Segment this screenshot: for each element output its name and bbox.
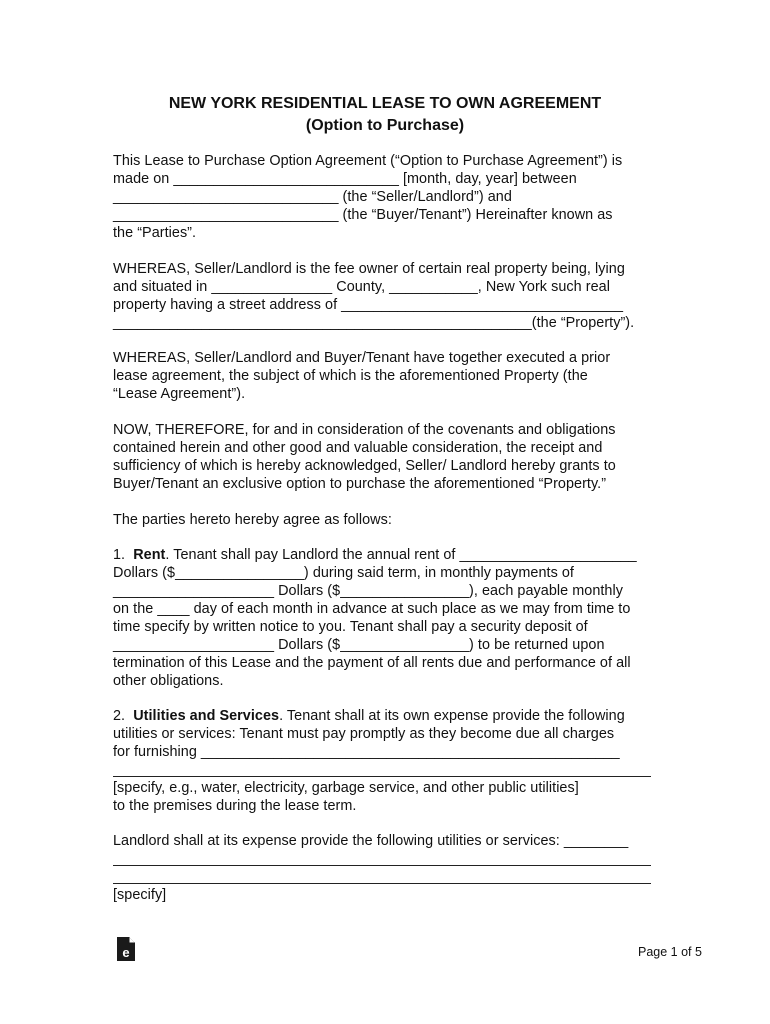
intro-line: ____________________________ (the “Buyer/Tenant”) Hereinafter known as (113, 207, 613, 223)
whereas2-line: lease agreement, the subject of which is the aforementioned Property (the (113, 368, 588, 384)
agree-line: The parties hereto hereby agree as follows: (113, 512, 392, 528)
rent-first-line-rest: . Tenant shall pay Landlord the annual rent of ______________________ (165, 547, 637, 563)
utilities-line: utilities or services: Tenant must pay promptly as they become due all charges (113, 726, 615, 742)
rent-line: ____________________ Dollars ($________________) to be returned upon (113, 637, 605, 653)
blank-rule (113, 865, 651, 866)
whereas1-line: ____________________________________________________(the “Property”). (113, 315, 635, 331)
rent-line: time specify by written notice to you. Tenant shall pay a security deposit of (113, 619, 588, 635)
eforms-logo-icon (115, 936, 137, 962)
whereas2-line: WHEREAS, Seller/Landlord and Buyer/Tenant have together executed a prior (113, 350, 611, 366)
now-therefore-line: Buyer/Tenant an exclusive option to purchase the aforementioned “Property.” (113, 476, 607, 492)
utilities-heading: Utilities and Services (133, 708, 280, 724)
intro-line: ____________________________ (the “Seller/Landlord”) and (113, 189, 512, 205)
utilities-line: [specify, e.g., water, electricity, garbage service, and other public utilities] (113, 780, 579, 796)
utilities-first-line (113, 707, 625, 725)
whereas1-line: WHEREAS, Seller/Landlord is the fee owner of certain real property being, lying (113, 261, 625, 277)
whereas2-line: “Lease Agreement”). (113, 386, 246, 402)
landlord-utilities-line: Landlord shall at its expense provide the following utilities or services: ________ (113, 833, 629, 849)
rent-line: on the ____ day of each month in advance at such place as we may from time to (113, 601, 631, 617)
intro-line: the “Parties”. (113, 225, 197, 241)
rent-number: 1. (113, 547, 134, 563)
document-subtitle: (Option to Purchase) (305, 117, 465, 134)
utilities-first-line-rest: . Tenant shall at its own expense provide the following (279, 708, 625, 724)
now-therefore-line: NOW, THEREFORE, for and in consideration of the covenants and obligations (113, 422, 616, 438)
utilities-line: to the premises during the lease term. (113, 798, 357, 814)
rent-line: termination of this Lease and the payment of all rents due and performance of all (113, 655, 631, 671)
blank-rule (113, 776, 651, 777)
rent-line: Dollars ($________________) during said term, in monthly payments of (113, 565, 574, 581)
specify-label: [specify] (113, 887, 167, 903)
intro-line: made on ____________________________ [month, day, year] between (113, 171, 577, 187)
document-title: NEW YORK RESIDENTIAL LEASE TO OWN AGREEMENT (168, 95, 602, 112)
rent-line: other obligations. (113, 673, 224, 689)
rent-line: ____________________ Dollars ($________________), each payable monthly (113, 583, 623, 599)
rent-heading: Rent (133, 547, 166, 563)
utilities-number: 2. (113, 708, 134, 724)
whereas1-line: property having a street address of ___________________________________ (113, 297, 624, 313)
blank-rule (113, 883, 651, 884)
now-therefore-line: sufficiency of which is hereby acknowledged, Seller/ Landlord hereby grants to (113, 458, 616, 474)
rent-first-line (113, 546, 637, 564)
utilities-line: for furnishing ____________________________________________________ (113, 744, 620, 760)
intro-line: This Lease to Purchase Option Agreement (“Option to Purchase Agreement”) is (113, 153, 623, 169)
now-therefore-line: contained herein and other good and valuable consideration, the receipt and (113, 440, 603, 456)
whereas1-line: and situated in _______________ County, ___________, New York such real (113, 279, 610, 295)
svg-text:e: e (122, 945, 130, 960)
page-number: Page 1 of 5 (638, 945, 702, 959)
